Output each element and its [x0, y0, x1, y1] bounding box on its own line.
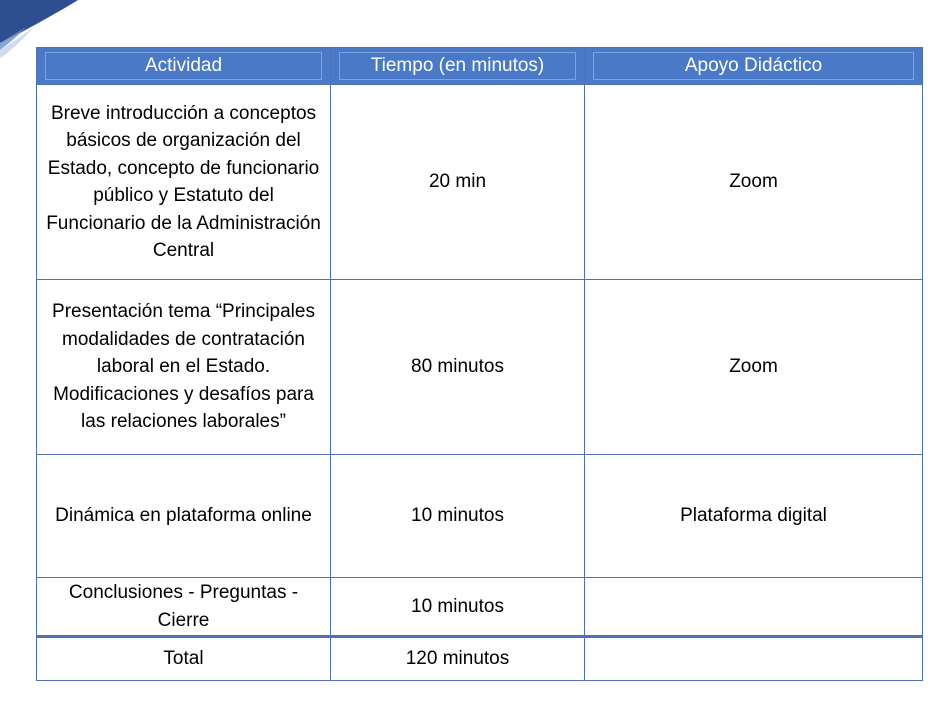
cell-actividad: Dinámica en plataforma online [37, 455, 331, 578]
cell-total-tiempo: 120 minutos [331, 637, 585, 681]
activity-schedule-table [36, 47, 923, 681]
header-tiempo [331, 48, 585, 85]
cell-actividad: Conclusiones - Preguntas - Cierre [37, 578, 331, 637]
cell-apoyo: Zoom [585, 85, 923, 280]
table-row [37, 280, 923, 455]
cell-apoyo [585, 578, 923, 637]
total-row [37, 637, 923, 681]
header-actividad-label: Actividad [45, 52, 322, 80]
cell-tiempo: 80 minutos [331, 280, 585, 455]
cell-total-label: Total [37, 637, 331, 681]
cell-apoyo: Plataforma digital [585, 455, 923, 578]
cell-apoyo: Zoom [585, 280, 923, 455]
header-apoyo-label: Apoyo Didáctico [593, 52, 914, 80]
cell-tiempo: 10 minutos [331, 578, 585, 637]
cell-actividad: Breve introducción a conceptos básicos de organización del Estado, concepto de funcionario público y Estatuto del Funcionario de la Administración Central [37, 85, 331, 280]
table-row [37, 455, 923, 578]
table-header-row [37, 48, 923, 85]
header-tiempo-label: Tiempo (en minutos) [339, 52, 576, 80]
header-apoyo [585, 48, 923, 85]
cell-total-apoyo [585, 637, 923, 681]
table-row [37, 85, 923, 280]
header-actividad [37, 48, 331, 85]
cell-actividad: Presentación tema “Principales modalidades de contratación laboral en el Estado. Modificaciones y desafíos para las relaciones laborales” [37, 280, 331, 455]
cell-tiempo: 10 minutos [331, 455, 585, 578]
table-row [37, 578, 923, 637]
cell-tiempo: 20 min [331, 85, 585, 280]
